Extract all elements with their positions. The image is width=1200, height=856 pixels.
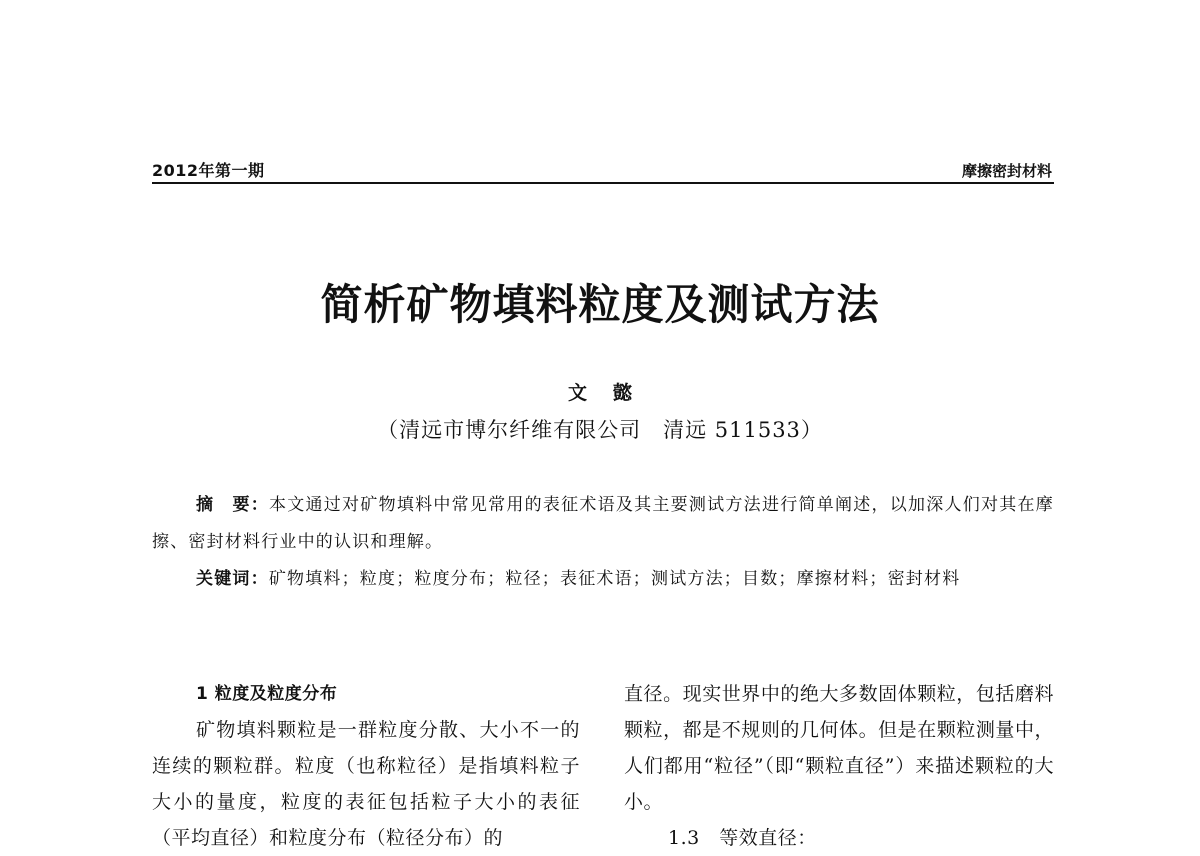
paper-title: 简析矿物填料粒度及测试方法 <box>320 280 880 329</box>
body-paragraph: 矿物填料颗粒是一群粒度分散、大小不一的连续的颗粒群。粒度（也称粒径）是指填料粒子大小的量度，粒度的表征包括粒子大小的表征（平均直径）和粒度分布（粒径分布）的 <box>152 719 580 849</box>
journal-issue: 2012年第一期 <box>152 161 265 180</box>
abstract-label: 摘 要： <box>196 495 270 515</box>
keywords-label: 关键词： <box>196 569 269 589</box>
author: 文懿 <box>567 382 658 404</box>
keywords <box>152 561 1054 598</box>
section-heading: 1 粒度及粒度分布 <box>196 684 338 704</box>
subsection-heading: 1.3 等效直径： <box>668 827 817 849</box>
abstract-text: 本文通过对矿物填料中常见常用的表征术语及其主要测试方法进行简单阐述，以加深人们对其在摩擦、密封材料行业中的认识和理解。 <box>152 495 1054 552</box>
keywords-text: 矿物填料；粒度；粒度分布；粒径；表征术语；测试方法；目数；摩擦材料；密封材料 <box>268 569 961 589</box>
journal-name: 摩擦密封材料 <box>961 162 1052 180</box>
right-column <box>624 676 1054 856</box>
abstract <box>152 487 1054 561</box>
body-paragraph: 直径。现实世界中的绝大多数固体颗粒，包括磨料颗粒，都是不规则的几何体。但是在颗粒测量中，人们都用“粒径”（即“颗粒直径”）来描述颗粒的大小。 <box>624 683 1054 813</box>
header-rule <box>152 182 1054 184</box>
affiliation: （清远市博尔纤维有限公司 清远 511533） <box>377 418 823 442</box>
left-column <box>152 676 580 856</box>
